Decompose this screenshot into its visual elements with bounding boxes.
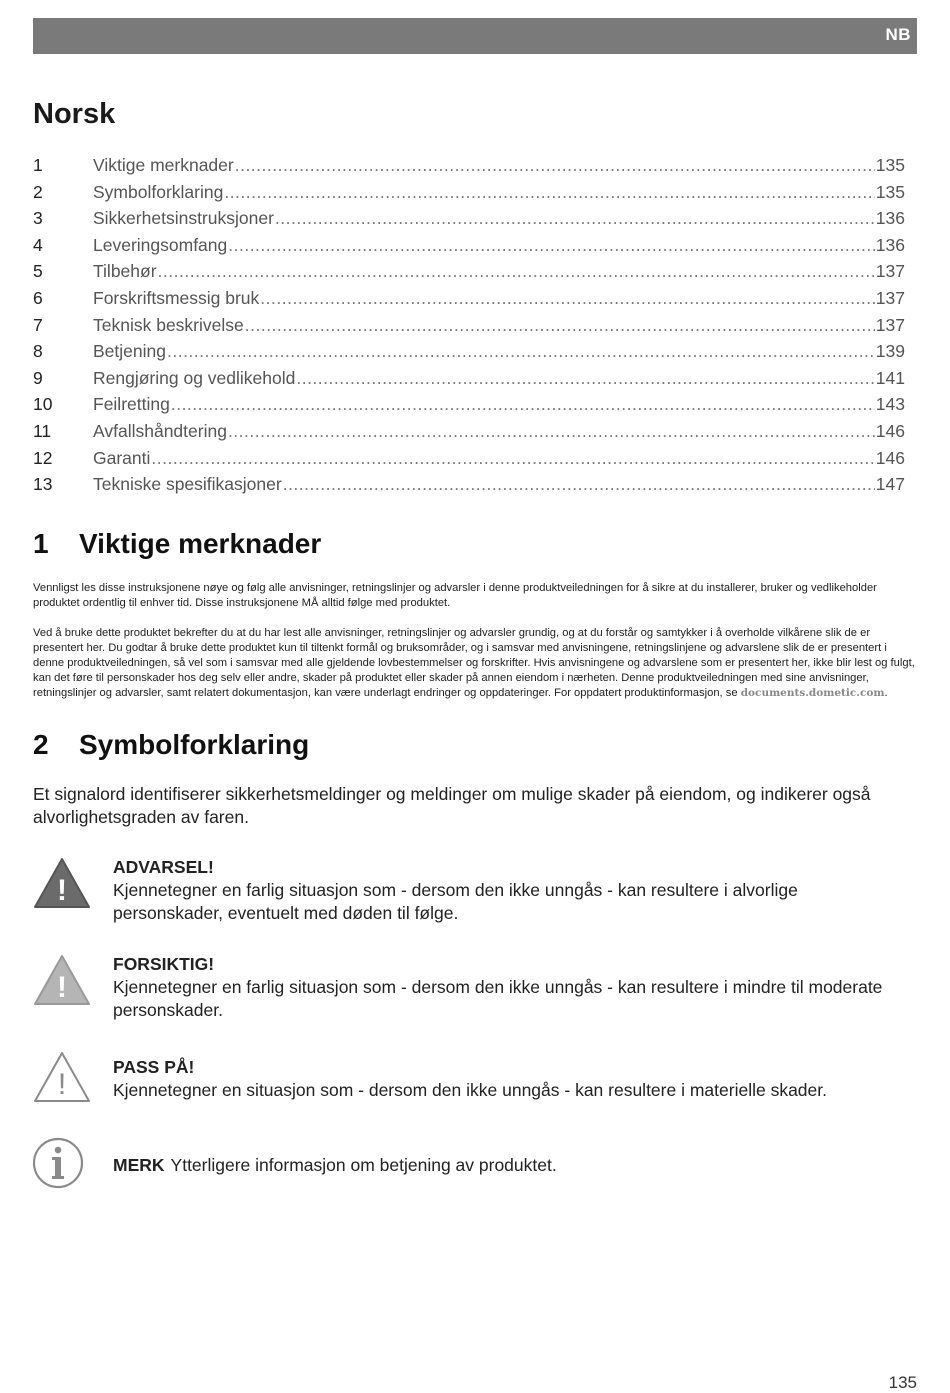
toc-leader-dots <box>167 341 875 362</box>
toc-entry-title: Leveringsomfang <box>93 234 228 255</box>
toc-leader-dots <box>228 235 875 256</box>
table-of-contents <box>33 155 905 501</box>
svg-text:!: ! <box>57 1068 67 1101</box>
toc-leader-dots <box>260 288 875 309</box>
toc-entry-number: 5 <box>33 261 43 282</box>
toc-entry-number: 7 <box>33 314 43 335</box>
toc-entry-title: Garanti <box>93 447 151 468</box>
signal-label-warning: ADVARSEL! <box>113 857 214 877</box>
toc-entry[interactable] <box>33 315 905 342</box>
toc-leader-dots <box>296 368 874 389</box>
toc-entry-number: 9 <box>33 367 43 388</box>
toc-entry-title: Tekniske spesifikasjoner <box>93 474 282 495</box>
toc-entry-number: 4 <box>33 234 43 255</box>
toc-entry-title: Teknisk beskrivelse <box>93 314 244 335</box>
toc-leader-dots <box>283 474 875 495</box>
toc-leader-dots <box>245 315 875 336</box>
toc-entry[interactable] <box>33 208 905 235</box>
toc-entry-title: Rengjøring og vedlikehold <box>93 367 296 388</box>
toc-entry[interactable] <box>33 394 905 421</box>
toc-entry[interactable] <box>33 421 905 448</box>
toc-entry-title: Avfallshåndtering <box>93 420 227 441</box>
toc-entry-number: 13 <box>33 474 53 495</box>
signal-label-note: MERK <box>113 1155 165 1175</box>
paragraph-important-2 <box>33 626 918 701</box>
toc-leader-dots <box>151 448 874 469</box>
toc-entry[interactable] <box>33 368 905 395</box>
toc-entry-number: 2 <box>33 181 43 202</box>
toc-entry[interactable] <box>33 261 905 288</box>
toc-entry-number: 8 <box>33 341 43 362</box>
signal-text-note: Ytterligere informasjon om betjening av produktet. <box>170 1155 557 1175</box>
toc-entry-page: 139 <box>875 341 905 362</box>
toc-entry-page: 146 <box>875 420 905 441</box>
toc-entry[interactable] <box>33 235 905 262</box>
toc-leader-dots <box>275 208 875 229</box>
toc-entry-number: 12 <box>33 447 53 468</box>
signal-text-notice: Kjennetegner en situasjon som - dersom den ikke unngås - kan resultere i materielle skader. <box>113 1080 827 1100</box>
toc-entry[interactable] <box>33 474 905 501</box>
toc-entry-page: 135 <box>875 155 905 175</box>
header-bar <box>33 18 917 54</box>
toc-leader-dots <box>158 261 875 282</box>
info-icon <box>33 1136 91 1190</box>
paragraph-important-1: Vennligst les disse instruksjonene nøye og følg alle anvisninger, retningslinjer og advarsler i denne produktveiledningen for å sikre at du installerer, bruker og vedlikeholder produktet ordentlig til enhver tid. Disse instruksjonene MÅ alltid følge med produktet. <box>33 582 877 609</box>
paragraph-end: . <box>884 687 888 699</box>
svg-text:!: ! <box>57 874 67 907</box>
section-heading-1 <box>33 528 321 560</box>
toc-entry-page: 137 <box>875 287 905 308</box>
page-number: 135 <box>888 1373 917 1392</box>
page-title: Norsk <box>33 98 116 130</box>
signal-text-warning: Kjennetegner en farlig situasjon som - dersom den ikke unngås - kan resultere i alvorlige personskader, eventuelt med døden til følge. <box>113 880 798 923</box>
caution-triangle-icon <box>33 953 91 1007</box>
toc-entry-number: 6 <box>33 287 43 308</box>
toc-entry[interactable] <box>33 182 905 209</box>
toc-entry-page: 136 <box>875 234 905 255</box>
toc-entry-number: 11 <box>33 420 52 441</box>
paragraph-text: Ved å bruke dette produktet bekrefter du at du har lest alle anvisninger, retningslinjer og advarsler grundig, og at du forstår og samtykker i å overholde vilkårene slik de er presentert her. Du godtar å bruke dette produktet kun til tiltenkt formål og bruksområder, og i samsvar med anvisningene, retningslinjene og advarslene slik de er presentert i denne produktveiledningen, så vel som i samsvar med alle gjeldende lovbestemmelser og forskrifter. Hvis anvisningene og advarslene som er presentert her, ikke blir lest og fulgt, kan det føre til personskader hos deg selv eller andre, skader på produktet eller skader på annen eiendom i nærheten. Denne produktveiledningen med sine anvisninger, retningslinjer og advarsler, samt relatert dokumentasjon, kan være underlagt endringer og oppdateringer. For oppdatert produktinformasjon, se <box>33 627 915 699</box>
toc-entry-title: Forskriftsmessig bruk <box>93 287 260 308</box>
toc-entry-number: 1 <box>33 155 43 175</box>
toc-entry[interactable] <box>33 341 905 368</box>
section-number: 1 <box>33 528 49 559</box>
toc-entry-page: 137 <box>875 314 905 335</box>
toc-entry[interactable] <box>33 155 905 182</box>
toc-entry-page: 141 <box>875 367 905 388</box>
toc-entry-title: Betjening <box>93 341 166 362</box>
section-title: Viktige merknader <box>79 528 322 559</box>
toc-entry-page: 135 <box>875 181 905 202</box>
toc-leader-dots <box>171 394 875 415</box>
toc-entry-number: 10 <box>33 394 53 415</box>
toc-entry[interactable] <box>33 448 905 475</box>
toc-entry-page: 147 <box>875 474 905 495</box>
section-heading-2 <box>33 729 309 761</box>
svg-text:!: ! <box>57 971 67 1004</box>
section-number: 2 <box>33 729 49 760</box>
toc-entry-number: 3 <box>33 208 43 229</box>
toc-entry-page: 146 <box>875 447 905 468</box>
language-code: NB <box>885 25 911 44</box>
toc-entry-title: Viktige merknader <box>93 155 234 175</box>
signal-label-caution: FORSIKTIG! <box>113 954 215 974</box>
signal-text-caution: Kjennetegner en farlig situasjon som - dersom den ikke unngås - kan resultere i mindre til moderate personskader. <box>113 977 883 1020</box>
toc-entry-page: 136 <box>875 208 905 229</box>
toc-entry-title: Feilretting <box>93 394 170 415</box>
toc-leader-dots <box>228 421 875 442</box>
warning-triangle-icon <box>33 856 91 910</box>
toc-entry[interactable] <box>33 288 905 315</box>
toc-leader-dots <box>235 155 875 176</box>
notice-triangle-icon <box>33 1050 91 1104</box>
section-title: Symbolforklaring <box>79 729 310 760</box>
toc-entry-page: 143 <box>875 394 905 415</box>
toc-entry-page: 137 <box>875 261 905 282</box>
toc-entry-title: Symbolforklaring <box>93 181 224 202</box>
signal-label-notice: PASS PÅ! <box>113 1057 195 1077</box>
toc-entry-title: Tilbehør <box>93 261 157 282</box>
toc-leader-dots <box>224 182 874 203</box>
signal-word-intro: Et signalord identifiserer sikkerhetsmeldinger og meldinger om mulige skader på eiendom, og indikerer også alvorlighetsgraden av faren. <box>33 784 871 827</box>
documents-link[interactable]: documents.dometic.com <box>740 687 885 699</box>
toc-entry-title: Sikkerhetsinstruksjoner <box>93 208 274 229</box>
